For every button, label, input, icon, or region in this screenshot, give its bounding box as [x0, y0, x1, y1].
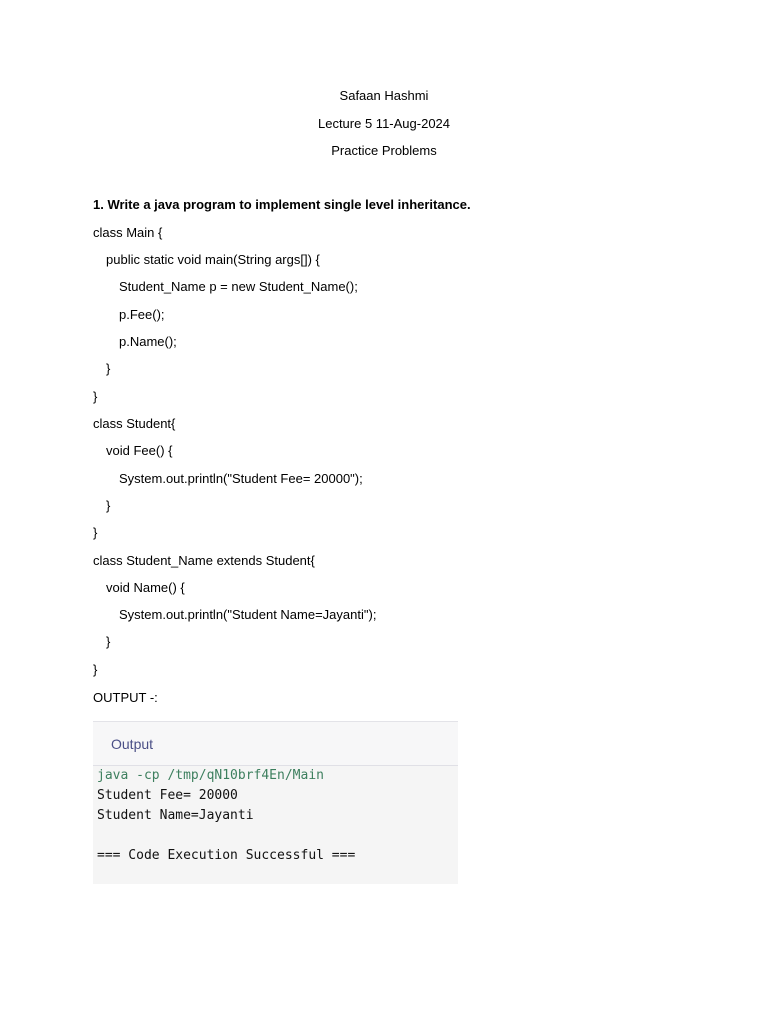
output-panel-header: [93, 722, 458, 766]
output-label: OUTPUT -:: [93, 690, 158, 705]
code-line: }: [106, 634, 111, 649]
console-command: java -cp /tmp/qN10brf4En/Main: [97, 768, 324, 783]
code-line: class Student_Name extends Student{: [93, 553, 315, 568]
code-line: class Main {: [93, 225, 163, 240]
code-line: void Fee() {: [106, 443, 173, 458]
output-panel-title: Output: [111, 736, 154, 752]
question-heading: 1. Write a java program to implement single level inheritance.: [93, 197, 471, 212]
document-subtitle: Practice Problems: [331, 143, 437, 158]
console-status-line: === Code Execution Successful ===: [97, 848, 356, 863]
code-line: }: [93, 389, 98, 404]
code-line: }: [106, 498, 111, 513]
code-line: class Student{: [93, 416, 176, 431]
code-line: void Name() {: [106, 580, 185, 595]
code-line: }: [93, 662, 98, 677]
code-line: Student_Name p = new Student_Name();: [119, 279, 358, 294]
code-line: System.out.println("Student Fee= 20000");: [119, 471, 363, 486]
code-line: p.Fee();: [119, 307, 165, 322]
code-line: p.Name();: [119, 334, 177, 349]
console-output-line: Student Fee= 20000: [97, 788, 238, 803]
output-screenshot: [93, 721, 458, 884]
console-output-line: Student Name=Jayanti: [97, 808, 254, 823]
code-line: }: [93, 525, 98, 540]
code-line: public static void main(String args[]) {: [106, 252, 320, 267]
author-name: Safaan Hashmi: [339, 88, 429, 103]
code-line: }: [106, 361, 111, 376]
lecture-info: Lecture 5 11-Aug-2024: [317, 116, 451, 131]
code-line: System.out.println("Student Name=Jayanti");: [119, 607, 377, 622]
